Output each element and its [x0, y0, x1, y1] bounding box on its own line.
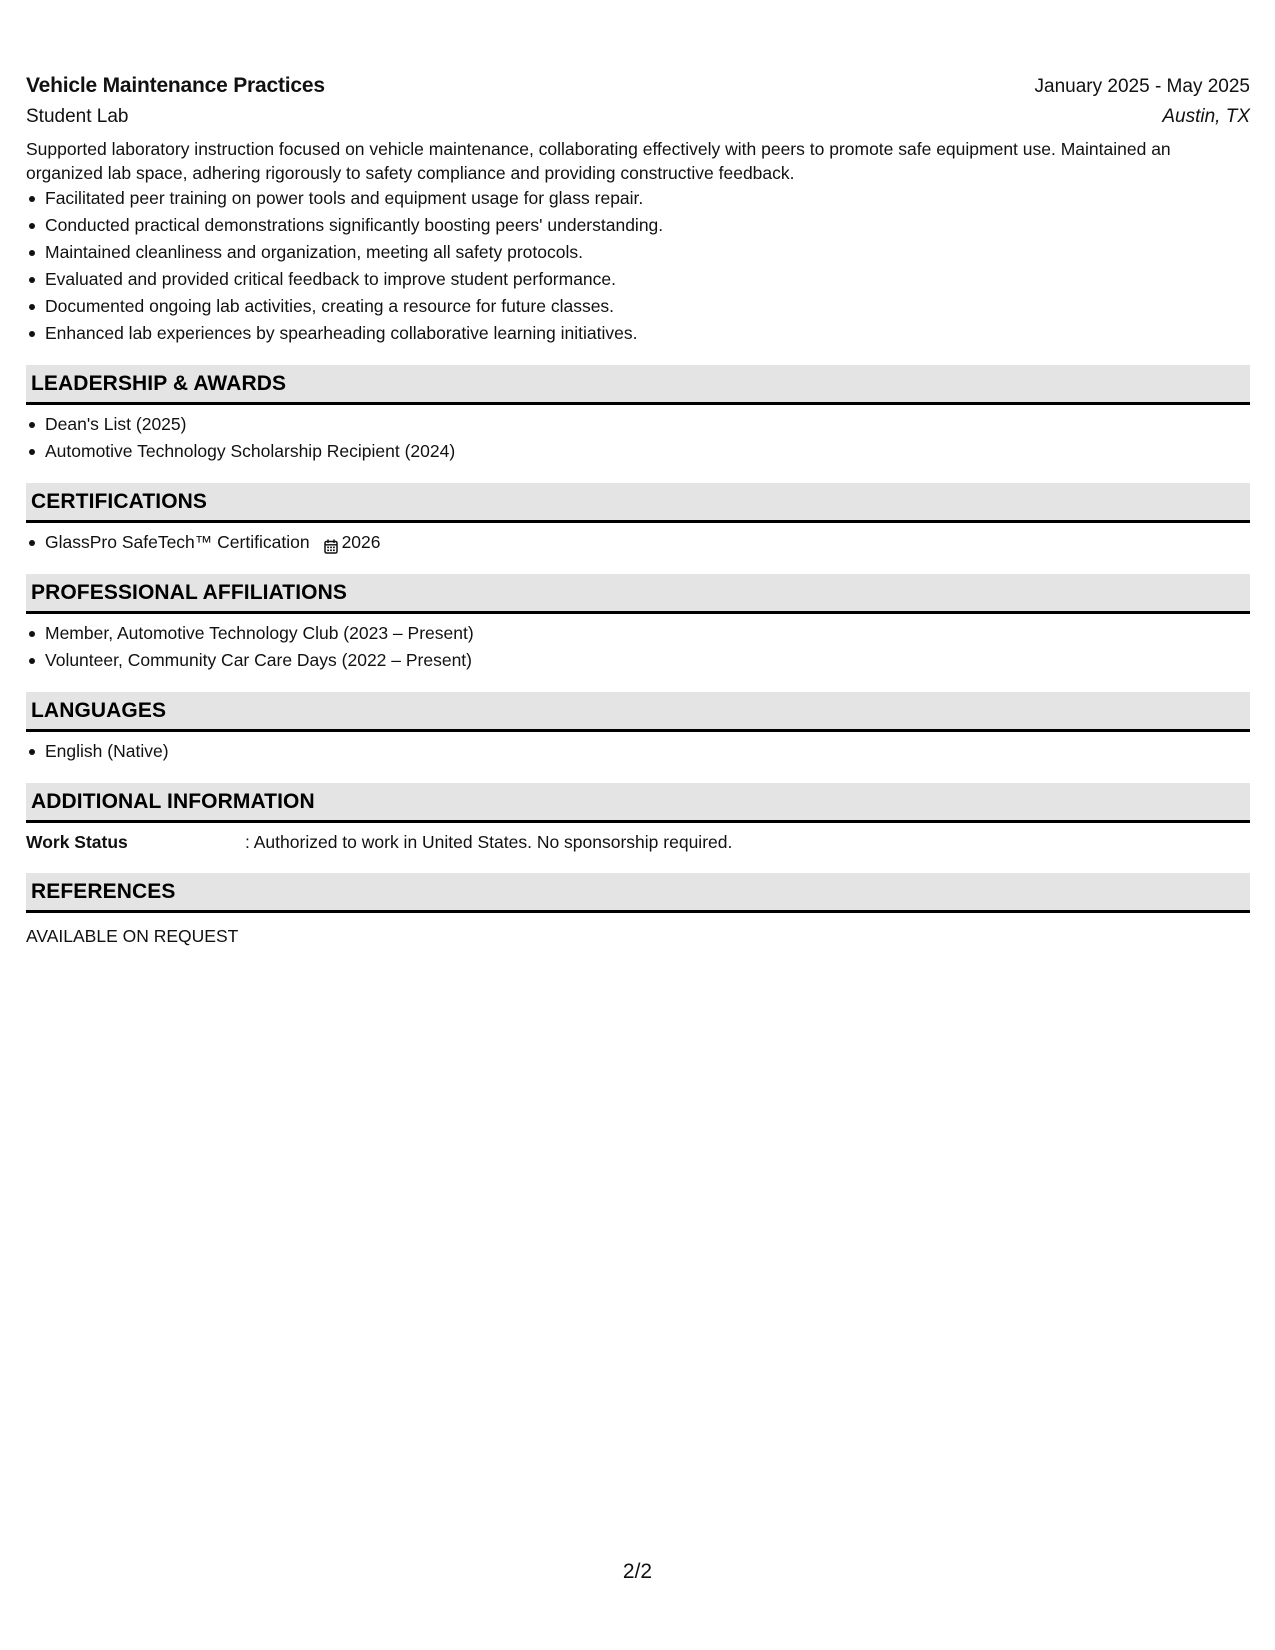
list-item: Evaluated and provided critical feedback to improve student performance. [45, 266, 1250, 293]
list-item: Facilitated peer training on power tools and equipment usage for glass repair. [45, 185, 1250, 212]
entry-bullet-list [26, 185, 1250, 347]
languages-section [26, 692, 1250, 765]
entry-title: Vehicle Maintenance Practices [26, 74, 325, 97]
certifications-list [26, 529, 1250, 556]
list-item: Volunteer, Community Car Care Days (2022 – Present) [45, 647, 1250, 674]
section-heading: CERTIFICATIONS [26, 483, 1250, 523]
leadership-list [26, 411, 1250, 465]
list-item: Documented ongoing lab activities, creating a resource for future classes. [45, 293, 1250, 320]
certification-year: 2026 [341, 532, 381, 552]
references-section [26, 873, 1250, 949]
work-status-row [26, 829, 1250, 855]
entry-dates: January 2025 - May 2025 [1034, 76, 1250, 97]
section-heading: PROFESSIONAL AFFILIATIONS [26, 574, 1250, 614]
list-item: Enhanced lab experiences by spearheading collaborative learning initiatives. [45, 320, 1250, 347]
languages-list [26, 738, 1250, 765]
work-status-label: Work Status [26, 832, 128, 852]
entry-header [26, 74, 1250, 98]
certification-name: GlassPro SafeTech™ Certification [45, 532, 310, 552]
list-item: Dean's List (2025) [45, 411, 1250, 438]
list-item [45, 529, 1250, 556]
leadership-section [26, 365, 1250, 465]
section-heading: REFERENCES [26, 873, 1250, 913]
entry-organization: Student Lab [26, 106, 129, 127]
page-number: 2/2 [622, 1560, 653, 1583]
list-item: Maintained cleanliness and organization, meeting all safety protocols. [45, 239, 1250, 266]
certification-line [45, 529, 381, 556]
additional-section [26, 783, 1250, 855]
entry-location: Austin, TX [1162, 106, 1250, 127]
section-heading: ADDITIONAL INFORMATION [26, 783, 1250, 823]
work-status-value: : Authorized to work in United States. No sponsorship required. [245, 832, 733, 852]
affiliations-list [26, 620, 1250, 674]
calendar-icon [324, 535, 338, 550]
list-item: Conducted practical demonstrations significantly boosting peers' understanding. [45, 212, 1250, 239]
affiliations-section [26, 574, 1250, 674]
certifications-section [26, 483, 1250, 556]
entry-summary: Supported laboratory instruction focused on vehicle maintenance, collaborating effectively with peers to promote safe equipment use. Maintained an organized lab space, adhering rigorously to safety compliance and providing constructive feedback. [26, 139, 1171, 183]
section-heading: LEADERSHIP & AWARDS [26, 365, 1250, 405]
entry-subheader [26, 106, 1250, 128]
list-item: Member, Automotive Technology Club (2023 – Present) [45, 620, 1250, 647]
resume-page [26, 74, 1250, 949]
list-item: Automotive Technology Scholarship Recipient (2024) [45, 438, 1250, 465]
list-item: English (Native) [45, 738, 1250, 765]
references-text: AVAILABLE ON REQUEST [26, 926, 239, 946]
experience-entry [26, 74, 1250, 347]
section-heading: LANGUAGES [26, 692, 1250, 732]
